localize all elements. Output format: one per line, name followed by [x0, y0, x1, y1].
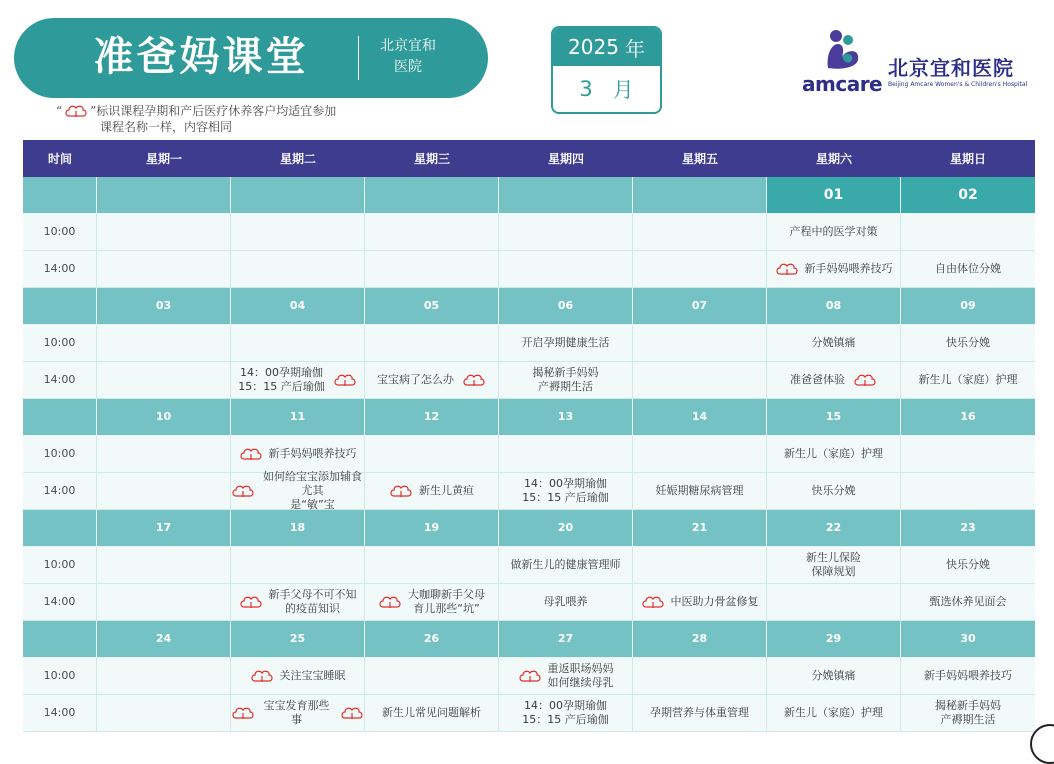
course-cell — [499, 584, 633, 620]
date-cell: 01 — [767, 177, 901, 213]
course-title: 新手妈妈喂养技巧 — [924, 669, 1012, 682]
date-cell: 29 — [767, 621, 901, 657]
date-cell: 24 — [97, 621, 231, 657]
empty-cell — [365, 251, 499, 287]
time-slot-row — [23, 436, 1035, 473]
month-value: 3 — [579, 77, 593, 101]
logo-english-name: Beijing Amcare Women's & Children's Hospital — [888, 81, 1028, 88]
course-cell — [231, 584, 365, 620]
header-weekday: 星期二 — [279, 152, 316, 166]
empty-cell — [633, 214, 767, 250]
family-icon — [820, 28, 866, 70]
date-row-spacer — [23, 288, 97, 324]
course-title: 分娩镇痛 — [811, 336, 856, 349]
date-row — [23, 399, 1035, 436]
course-cell — [901, 547, 1035, 583]
date-cell: 09 — [960, 299, 976, 312]
course-title: 孕期营养与体重管理 — [650, 706, 749, 719]
month-display — [553, 66, 660, 112]
cloud-mark-icon — [64, 104, 88, 118]
date-cell: 23 — [960, 521, 976, 534]
empty-cell — [901, 214, 1035, 250]
date-cell: 17 — [97, 510, 231, 546]
time-slot-row — [23, 251, 1035, 288]
empty-cell — [365, 658, 499, 694]
date-cell: 19 — [365, 510, 499, 546]
course-cell — [901, 584, 1035, 620]
course-cell — [499, 658, 633, 694]
course-title: 开启孕期健康生活 — [521, 336, 610, 349]
cloud-mark-icon — [378, 595, 402, 609]
course-title: 做新生儿的健康管理师 — [510, 558, 621, 571]
course-title: 新手父母不可不知 的疫苗知识 — [268, 588, 357, 615]
empty-cell — [231, 325, 365, 361]
course-cell — [633, 584, 767, 620]
cloud-mark-icon — [853, 373, 877, 387]
header-weekday: 星期四 — [547, 152, 584, 166]
course-cell — [231, 362, 365, 398]
date-row-spacer — [23, 177, 97, 213]
date-cell: 21 — [633, 510, 767, 546]
empty-cell — [633, 547, 767, 583]
title-banner — [14, 18, 488, 98]
course-title: 快乐分娩 — [946, 558, 990, 571]
date-cell: 30 — [960, 632, 976, 645]
legend-quote-open: “ — [56, 104, 63, 118]
date-cell: 07 — [633, 288, 767, 324]
amcare-logo — [802, 28, 1042, 98]
course-title: 宝宝病了怎么办 — [377, 373, 454, 386]
course-cell — [365, 584, 499, 620]
time-label: 10:00 — [23, 325, 97, 361]
empty-cell — [633, 658, 767, 694]
subtitle-line-2: 医院 — [394, 59, 422, 75]
date-cell: 08 — [767, 288, 901, 324]
empty-cell — [97, 362, 231, 398]
date-cell: 26 — [365, 621, 499, 657]
course-title: 重返职场妈妈 如何继续母乳 — [547, 662, 614, 689]
course-cell — [499, 325, 633, 361]
time-label: 14:00 — [23, 362, 97, 398]
date-cell: 20 — [499, 510, 633, 546]
empty-cell — [97, 547, 231, 583]
course-title: 新生儿常见问题解析 — [382, 706, 481, 719]
date-cell: 14 — [633, 399, 767, 435]
time-slot-row — [23, 214, 1035, 251]
time-slot-row — [23, 658, 1035, 695]
time-label: 14:00 — [23, 473, 97, 509]
subtitle-line-1: 北京宜和 — [380, 38, 436, 54]
empty-cell — [633, 251, 767, 287]
course-cell — [767, 658, 901, 694]
course-title: 自由体位分娩 — [935, 262, 1001, 275]
time-label: 10:00 — [23, 547, 97, 583]
date-row — [23, 288, 1035, 325]
weekday-header-row — [23, 140, 1035, 177]
empty-cell — [633, 436, 767, 472]
course-title: 新生儿（家庭）护理 — [784, 706, 883, 719]
time-label: 14:00 — [23, 695, 97, 731]
empty-cell — [231, 251, 365, 287]
cloud-mark-icon — [239, 447, 263, 461]
empty-cell — [499, 214, 633, 250]
course-title: 妊娠期糖尿病管理 — [655, 484, 744, 497]
cloud-mark-icon — [518, 669, 542, 683]
course-cell — [767, 473, 901, 509]
date-cell: 04 — [231, 288, 365, 324]
empty-cell — [97, 658, 231, 694]
time-label: 14:00 — [23, 251, 97, 287]
course-cell — [231, 658, 365, 694]
time-slot-row — [23, 470, 1035, 511]
course-cell — [767, 436, 901, 472]
time-label: 10:00 — [23, 436, 97, 472]
course-title: 快乐分娩 — [946, 336, 990, 349]
empty-cell — [499, 436, 633, 472]
date-row-spacer — [23, 399, 97, 435]
cloud-mark-icon — [231, 484, 255, 498]
course-title: 新生儿（家庭）护理 — [918, 373, 1018, 386]
cloud-mark-icon — [239, 595, 263, 609]
empty-cell — [499, 251, 633, 287]
course-title: 新生儿保险 保障规划 — [806, 551, 861, 578]
month-unit: 月 — [612, 78, 634, 102]
logo-chinese-name: 北京宜和医院 — [888, 56, 1014, 80]
course-cell — [767, 325, 901, 361]
course-cell — [767, 214, 901, 250]
course-cell — [901, 251, 1035, 287]
time-slot-row — [23, 362, 1035, 399]
header-weekday: 星期六 — [815, 152, 852, 166]
course-cell — [499, 362, 633, 398]
course-cell — [767, 362, 901, 398]
course-title: 14：00孕期瑜伽 15：15 产后瑜伽 — [522, 477, 609, 504]
course-cell — [499, 547, 633, 583]
date-row — [23, 621, 1035, 658]
course-cell — [633, 473, 767, 509]
course-calendar — [23, 140, 1035, 732]
course-cell — [499, 695, 633, 731]
cloud-mark-icon — [389, 484, 413, 498]
logo-wordmark: amcare — [802, 72, 883, 96]
course-title: 母乳喂养 — [543, 595, 588, 608]
empty-cell — [97, 584, 231, 620]
date-cell: 18 — [231, 510, 365, 546]
empty-cell — [901, 473, 1035, 509]
empty-cell — [97, 214, 231, 250]
empty-cell — [767, 584, 901, 620]
course-title: 分娩镇痛 — [811, 669, 856, 682]
date-cell: 27 — [499, 621, 633, 657]
date-row — [23, 510, 1035, 547]
course-cell — [767, 251, 901, 287]
course-cell — [767, 547, 901, 583]
date-cell: 25 — [231, 621, 365, 657]
empty-cell — [901, 436, 1035, 472]
course-title: 大咖聊新手父母 育儿那些“坑” — [408, 588, 485, 615]
year-display — [553, 28, 660, 66]
course-title: 14：00孕期瑜伽 15：15 产后瑜伽 — [522, 699, 609, 726]
course-cell — [901, 695, 1035, 731]
date-cell: 10 — [97, 399, 231, 435]
empty-cell — [365, 214, 499, 250]
course-title: 准爸爸体验 — [790, 373, 845, 386]
date-cell: 13 — [499, 399, 633, 435]
date-cell: 02 — [901, 177, 1035, 213]
course-title: 新手妈妈喂养技巧 — [804, 262, 893, 275]
page-title: 准爸妈课堂 — [93, 34, 309, 80]
time-slot-row — [23, 584, 1035, 621]
empty-cell — [231, 547, 365, 583]
date-cell — [365, 177, 499, 213]
course-cell — [499, 473, 633, 509]
year-value: 2025 — [568, 35, 619, 59]
course-title: 快乐分娩 — [811, 484, 856, 497]
calendar-date-box — [551, 26, 662, 114]
time-slot-row — [23, 695, 1035, 732]
cloud-mark-icon — [333, 373, 357, 387]
title-divider — [358, 36, 359, 80]
legend-text: ”标识课程孕期和产后医疗休养客户均适宜参加 — [90, 104, 337, 118]
course-cell — [901, 325, 1035, 361]
course-title: 关注宝宝睡眠 — [279, 669, 346, 682]
empty-cell — [97, 695, 231, 731]
empty-cell — [365, 547, 499, 583]
time-label: 10:00 — [23, 214, 97, 250]
time-label: 10:00 — [23, 658, 97, 694]
course-title: 产程中的医学对策 — [789, 225, 878, 238]
date-cell: 06 — [499, 288, 633, 324]
empty-cell — [365, 325, 499, 361]
year-unit: 年 — [624, 36, 645, 61]
header-weekday: 星期三 — [413, 152, 450, 166]
date-cell: 03 — [97, 288, 231, 324]
header-weekday: 星期一 — [145, 152, 182, 166]
date-cell: 05 — [365, 288, 499, 324]
date-cell: 22 — [767, 510, 901, 546]
date-cell — [499, 177, 633, 213]
empty-cell — [97, 473, 231, 509]
empty-cell — [633, 362, 767, 398]
course-cell — [365, 473, 499, 509]
date-cell — [231, 177, 365, 213]
date-cell: 12 — [365, 399, 499, 435]
cloud-mark-icon — [231, 706, 255, 720]
course-cell — [901, 658, 1035, 694]
course-cell — [767, 695, 901, 731]
hospital-subtitle — [370, 36, 446, 78]
course-cell — [633, 695, 767, 731]
date-row — [23, 177, 1035, 214]
course-title: 甄选休养见面会 — [929, 595, 1007, 608]
course-cell — [365, 695, 499, 731]
course-title: 如何给宝宝添加辅食尤其 是“敏”宝 — [263, 470, 362, 511]
cloud-mark-icon — [462, 373, 486, 387]
course-cell — [231, 695, 365, 731]
course-title: 中医助力骨盆修复 — [670, 595, 759, 608]
header-time: 时间 — [47, 152, 72, 166]
time-slot-row — [23, 325, 1035, 362]
cloud-mark-icon — [641, 595, 665, 609]
course-title: 揭秘新手妈妈 产褥期生活 — [935, 699, 1001, 726]
legend-line-1 — [56, 103, 336, 119]
empty-cell — [97, 436, 231, 472]
course-title: 宝宝发育那些事 — [263, 699, 330, 726]
legend-line-2: 课程名称一样，内容相同 — [100, 120, 233, 134]
course-title: 14：00孕期瑜伽 15：15 产后瑜伽 — [238, 366, 325, 393]
date-cell: 28 — [633, 621, 767, 657]
course-cell — [231, 470, 365, 511]
cloud-mark-icon — [250, 669, 274, 683]
course-title: 新生儿（家庭）护理 — [784, 447, 883, 460]
course-title: 新手妈妈喂养技巧 — [268, 447, 357, 460]
empty-cell — [97, 251, 231, 287]
date-cell: 16 — [960, 410, 976, 423]
date-row-spacer — [23, 510, 97, 546]
course-cell — [901, 362, 1035, 398]
course-title: 揭秘新手妈妈 产褥期生活 — [532, 366, 599, 393]
legend-note — [56, 103, 336, 135]
date-cell: 11 — [231, 399, 365, 435]
date-cell: 15 — [767, 399, 901, 435]
empty-cell — [97, 325, 231, 361]
empty-cell — [633, 325, 767, 361]
course-title: 新生儿黄疸 — [419, 484, 474, 497]
time-label: 14:00 — [23, 584, 97, 620]
header-weekday: 星期五 — [681, 152, 718, 166]
time-slot-row — [23, 547, 1035, 584]
date-row-spacer — [23, 621, 97, 657]
header-weekday: 星期日 — [949, 152, 986, 166]
empty-cell — [365, 436, 499, 472]
cloud-mark-icon — [775, 262, 799, 276]
course-cell — [365, 362, 499, 398]
date-cell — [633, 177, 767, 213]
empty-cell — [231, 214, 365, 250]
course-cell — [231, 436, 365, 472]
date-cell — [97, 177, 231, 213]
cloud-mark-icon — [340, 706, 364, 720]
